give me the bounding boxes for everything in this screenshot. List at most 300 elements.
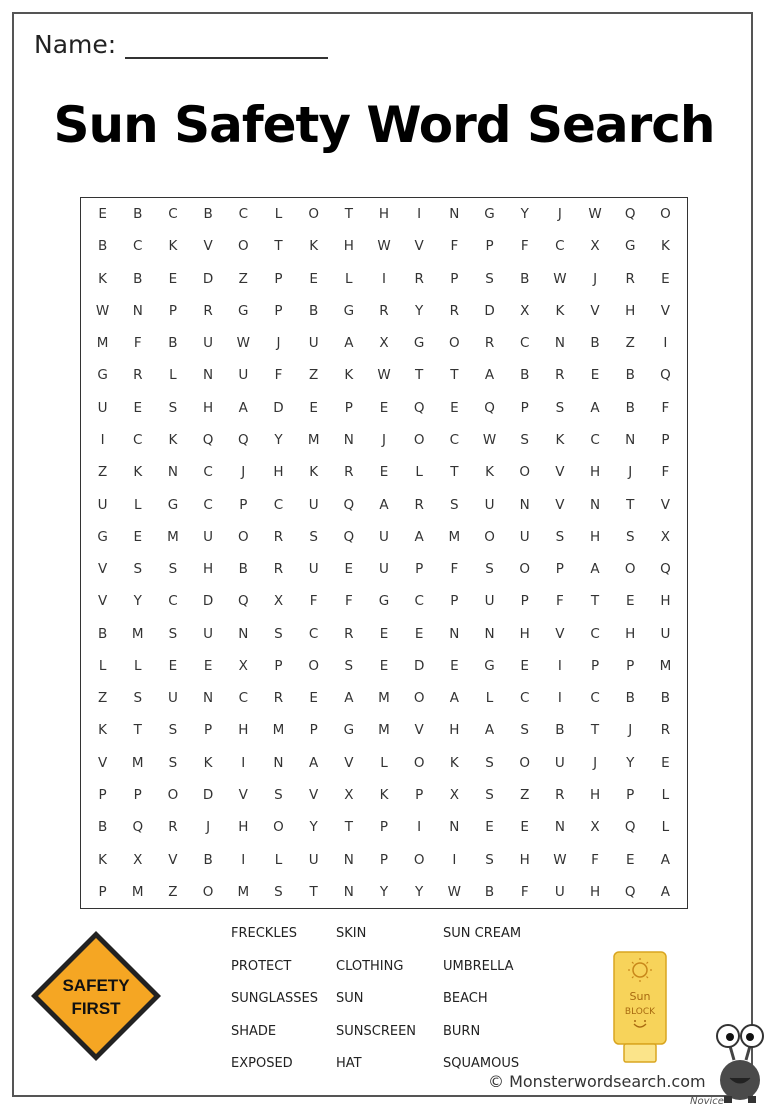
grid-letter[interactable]: P	[379, 819, 389, 836]
grid-letter[interactable]: B	[520, 367, 530, 384]
grid-letter[interactable]: U	[660, 625, 671, 642]
grid-letter[interactable]: B	[555, 722, 565, 739]
grid-letter[interactable]: P	[555, 561, 564, 578]
grid-letter[interactable]: Z	[309, 367, 319, 384]
grid-letter[interactable]: V	[660, 302, 671, 319]
grid-letter[interactable]: B	[203, 851, 213, 868]
grid-letter[interactable]: E	[661, 270, 670, 287]
grid-letter[interactable]: E	[309, 270, 318, 287]
grid-letter[interactable]: B	[484, 883, 495, 900]
grid-letter[interactable]: M	[272, 722, 285, 739]
grid-letter[interactable]: I	[417, 819, 422, 836]
grid-letter[interactable]: J	[593, 754, 598, 771]
grid-letter[interactable]: H	[343, 238, 354, 255]
grid-letter[interactable]: K	[168, 432, 178, 449]
grid-letter[interactable]: P	[133, 787, 142, 804]
grid-letter[interactable]: K	[203, 754, 213, 771]
grid-letter[interactable]: X	[344, 787, 354, 804]
grid-letter[interactable]: Y	[379, 883, 389, 900]
grid-letter[interactable]: G	[378, 593, 390, 610]
grid-letter[interactable]: F	[274, 367, 283, 384]
grid-letter[interactable]: V	[97, 754, 108, 771]
grid-letter[interactable]: S	[485, 270, 494, 287]
grid-letter[interactable]: Z	[97, 464, 108, 481]
grid-letter[interactable]: F	[661, 399, 670, 416]
grid-letter[interactable]: D	[202, 787, 214, 804]
grid-letter[interactable]: X	[238, 657, 248, 674]
grid-letter[interactable]: E	[168, 657, 178, 674]
grid-letter[interactable]: F	[591, 851, 599, 868]
grid-letter[interactable]: A	[414, 528, 424, 545]
grid-letter[interactable]: H	[519, 851, 530, 868]
grid-letter[interactable]: T	[133, 722, 142, 739]
grid-letter[interactable]: H	[238, 819, 249, 836]
grid-letter[interactable]: L	[133, 496, 142, 513]
grid-letter[interactable]: H	[203, 561, 214, 578]
grid-letter[interactable]: I	[452, 851, 457, 868]
grid-letter[interactable]: L	[661, 787, 670, 804]
grid-letter[interactable]: K	[379, 787, 389, 804]
grid-letter[interactable]: O	[624, 561, 636, 578]
grid-letter[interactable]: V	[555, 464, 565, 481]
grid-letter[interactable]: S	[274, 625, 283, 642]
grid-letter[interactable]: N	[449, 819, 460, 836]
grid-letter[interactable]: U	[308, 496, 319, 513]
grid-letter[interactable]: H	[589, 883, 601, 900]
grid-letter[interactable]: B	[309, 302, 319, 319]
grid-letter[interactable]: Y	[520, 206, 529, 223]
grid-letter[interactable]: V	[590, 302, 600, 319]
grid-letter[interactable]: Z	[238, 270, 248, 287]
grid-letter[interactable]: K	[309, 238, 319, 255]
grid-letter[interactable]: F	[450, 561, 459, 578]
grid-letter[interactable]: O	[273, 819, 284, 836]
grid-letter[interactable]: F	[520, 883, 529, 900]
grid-letter[interactable]: U	[203, 528, 214, 545]
grid-letter[interactable]: N	[238, 625, 249, 642]
grid-letter[interactable]: N	[484, 625, 495, 642]
grid-letter[interactable]: P	[415, 787, 424, 804]
grid-letter[interactable]: W	[553, 851, 567, 868]
grid-letter[interactable]: P	[98, 787, 107, 804]
grid-letter[interactable]: F	[520, 238, 529, 255]
grid-letter[interactable]: U	[238, 367, 249, 384]
grid-letter[interactable]: H	[589, 464, 601, 481]
grid-letter[interactable]: P	[626, 657, 635, 674]
grid-letter[interactable]: J	[593, 270, 598, 287]
grid-letter[interactable]: V	[555, 625, 565, 642]
grid-letter[interactable]: Q	[237, 432, 249, 449]
grid-letter[interactable]: H	[589, 528, 601, 545]
grid-letter[interactable]: C	[414, 593, 424, 610]
grid-letter[interactable]: E	[450, 657, 459, 674]
grid-letter[interactable]: R	[449, 302, 460, 319]
grid-letter[interactable]: U	[519, 528, 530, 545]
grid-letter[interactable]: R	[133, 367, 143, 384]
grid-letter[interactable]: G	[97, 367, 108, 384]
grid-letter[interactable]: W	[236, 335, 250, 352]
grid-letter[interactable]: M	[378, 690, 390, 707]
grid-letter[interactable]: O	[519, 561, 531, 578]
grid-letter[interactable]: H	[378, 206, 390, 223]
grid-letter[interactable]: A	[379, 496, 389, 513]
grid-letter[interactable]: C	[133, 238, 143, 255]
grid-letter[interactable]: E	[414, 625, 424, 642]
grid-letter[interactable]: S	[625, 528, 635, 545]
grid-letter[interactable]: N	[554, 819, 565, 836]
grid-letter[interactable]: I	[663, 335, 668, 352]
grid-letter[interactable]: F	[661, 464, 670, 481]
grid-letter[interactable]: E	[309, 399, 318, 416]
grid-letter[interactable]: Y	[415, 302, 424, 319]
grid-letter[interactable]: L	[274, 851, 283, 868]
grid-letter[interactable]: E	[520, 819, 529, 836]
grid-letter[interactable]: U	[308, 335, 319, 352]
grid-letter[interactable]: E	[625, 593, 635, 610]
grid-letter[interactable]: P	[344, 399, 353, 416]
grid-letter[interactable]: B	[133, 270, 143, 287]
grid-letter[interactable]: N	[590, 496, 601, 513]
grid-letter[interactable]: X	[379, 335, 389, 352]
grid-letter[interactable]: O	[484, 528, 495, 545]
grid-letter[interactable]: N	[167, 464, 178, 481]
grid-letter[interactable]: I	[557, 657, 562, 674]
grid-letter[interactable]: A	[309, 754, 319, 771]
grid-letter[interactable]: P	[98, 883, 107, 900]
grid-letter[interactable]: N	[343, 851, 354, 868]
grid-letter[interactable]: A	[449, 690, 459, 707]
grid-letter[interactable]: H	[449, 722, 460, 739]
grid-letter[interactable]: N	[273, 754, 284, 771]
grid-letter[interactable]: J	[276, 335, 281, 352]
grid-letter[interactable]: U	[379, 561, 389, 578]
grid-letter[interactable]: L	[415, 464, 423, 481]
grid-letter[interactable]: X	[590, 238, 600, 255]
grid-letter[interactable]: G	[624, 238, 636, 255]
grid-letter[interactable]: G	[484, 657, 495, 674]
grid-letter[interactable]: S	[168, 754, 178, 771]
grid-letter[interactable]: A	[590, 561, 600, 578]
grid-letter[interactable]: S	[133, 690, 143, 707]
grid-letter[interactable]: R	[273, 690, 284, 707]
grid-letter[interactable]: E	[168, 270, 178, 287]
grid-letter[interactable]: C	[168, 593, 178, 610]
grid-letter[interactable]: E	[625, 851, 635, 868]
grid-letter[interactable]: T	[415, 367, 424, 384]
grid-letter[interactable]: F	[450, 238, 459, 255]
grid-letter[interactable]: O	[660, 206, 671, 223]
grid-letter[interactable]: I	[417, 206, 422, 223]
grid-letter[interactable]: M	[131, 625, 144, 642]
grid-letter[interactable]: N	[343, 432, 354, 449]
grid-letter[interactable]: R	[273, 528, 284, 545]
grid-letter[interactable]: A	[660, 883, 671, 900]
grid-letter[interactable]: O	[202, 883, 214, 900]
grid-letter[interactable]: P	[590, 657, 600, 674]
grid-letter[interactable]: L	[661, 819, 670, 836]
grid-letter[interactable]: R	[273, 561, 284, 578]
grid-letter[interactable]: T	[344, 206, 353, 223]
grid-letter[interactable]: S	[520, 722, 529, 739]
grid-letter[interactable]: H	[625, 625, 636, 642]
grid-letter[interactable]: O	[237, 528, 249, 545]
grid-letter[interactable]: V	[97, 561, 108, 578]
grid-letter[interactable]: T	[344, 819, 353, 836]
grid-letter[interactable]: J	[628, 464, 633, 481]
grid-letter[interactable]: M	[237, 883, 250, 900]
grid-letter[interactable]: U	[97, 399, 108, 416]
grid-letter[interactable]: N	[203, 690, 214, 707]
grid-letter[interactable]: U	[379, 528, 389, 545]
grid-letter[interactable]: U	[484, 593, 495, 610]
grid-letter[interactable]: F	[133, 335, 142, 352]
grid-letter[interactable]: T	[274, 238, 283, 255]
grid-letter[interactable]: C	[590, 432, 600, 449]
grid-letter[interactable]: L	[133, 657, 142, 674]
grid-letter[interactable]: B	[520, 270, 530, 287]
grid-letter[interactable]: X	[660, 528, 671, 545]
grid-letter[interactable]: M	[378, 722, 390, 739]
grid-letter[interactable]: R	[660, 722, 671, 739]
grid-letter[interactable]: D	[202, 593, 214, 610]
grid-letter[interactable]: O	[237, 238, 249, 255]
grid-letter[interactable]: N	[132, 302, 143, 319]
grid-letter[interactable]: E	[379, 657, 389, 674]
grid-letter[interactable]: P	[379, 851, 389, 868]
grid-letter[interactable]: S	[133, 561, 143, 578]
grid-letter[interactable]: Y	[133, 593, 142, 610]
grid-letter[interactable]: K	[555, 432, 565, 449]
grid-letter[interactable]: S	[555, 528, 565, 545]
grid-letter[interactable]: H	[660, 593, 671, 610]
grid-letter[interactable]: R	[414, 270, 424, 287]
grid-letter[interactable]: R	[203, 302, 213, 319]
grid-letter[interactable]: E	[309, 690, 318, 707]
grid-letter[interactable]: O	[167, 787, 179, 804]
grid-letter[interactable]: X	[449, 787, 459, 804]
grid-letter[interactable]: S	[344, 657, 354, 674]
grid-letter[interactable]: Q	[343, 528, 355, 545]
grid-letter[interactable]: K	[485, 464, 494, 481]
grid-letter[interactable]: C	[449, 432, 460, 449]
grid-letter[interactable]: M	[131, 754, 144, 771]
grid-letter[interactable]: U	[484, 496, 495, 513]
grid-letter[interactable]: X	[590, 819, 600, 836]
grid-letter[interactable]: D	[202, 270, 214, 287]
grid-letter[interactable]: S	[168, 561, 178, 578]
grid-letter[interactable]: J	[557, 206, 562, 223]
grid-letter[interactable]: S	[168, 722, 178, 739]
grid-letter[interactable]: E	[133, 399, 143, 416]
grid-letter[interactable]: E	[661, 754, 670, 771]
grid-letter[interactable]: H	[238, 722, 249, 739]
grid-letter[interactable]: R	[484, 335, 495, 352]
grid-letter[interactable]: P	[204, 722, 213, 739]
grid-letter[interactable]: C	[308, 625, 319, 642]
grid-letter[interactable]: O	[449, 335, 460, 352]
grid-letter[interactable]: B	[625, 367, 635, 384]
grid-letter[interactable]: D	[413, 657, 425, 674]
grid-letter[interactable]: R	[625, 270, 635, 287]
grid-letter[interactable]: E	[450, 399, 459, 416]
grid-letter[interactable]: V	[414, 238, 424, 255]
grid-letter[interactable]: B	[97, 238, 108, 255]
grid-letter[interactable]: I	[241, 754, 246, 771]
grid-letter[interactable]: K	[660, 238, 670, 255]
grid-letter[interactable]: G	[238, 302, 249, 319]
grid-letter[interactable]: A	[344, 335, 354, 352]
grid-letter[interactable]: S	[485, 851, 494, 868]
grid-letter[interactable]: Q	[624, 883, 636, 900]
grid-letter[interactable]: O	[413, 690, 425, 707]
grid-letter[interactable]: A	[484, 722, 495, 739]
grid-letter[interactable]: Y	[415, 883, 424, 900]
grid-letter[interactable]: Z	[625, 335, 635, 352]
grid-letter[interactable]: U	[308, 851, 319, 868]
grid-letter[interactable]: K	[555, 302, 565, 319]
grid-letter[interactable]: J	[382, 432, 386, 449]
grid-letter[interactable]: V	[238, 787, 248, 804]
grid-letter[interactable]: B	[133, 206, 143, 223]
grid-letter[interactable]: L	[345, 270, 353, 287]
grid-letter[interactable]: J	[628, 722, 633, 739]
grid-letter[interactable]: K	[309, 464, 319, 481]
grid-letter[interactable]: P	[450, 593, 459, 610]
grid-letter[interactable]: X	[520, 302, 530, 319]
grid-letter[interactable]: G	[343, 302, 355, 319]
grid-letter[interactable]: W	[377, 367, 391, 384]
grid-letter[interactable]: S	[309, 528, 318, 545]
grid-letter[interactable]: T	[309, 883, 318, 900]
grid-letter[interactable]: Q	[343, 496, 355, 513]
grid-letter[interactable]: S	[168, 625, 178, 642]
grid-letter[interactable]: R	[344, 625, 354, 642]
grid-letter[interactable]: C	[203, 464, 213, 481]
grid-letter[interactable]: Z	[520, 787, 530, 804]
grid-letter[interactable]: C	[590, 625, 600, 642]
grid-letter[interactable]: E	[590, 367, 600, 384]
grid-letter[interactable]: K	[168, 238, 178, 255]
grid-letter[interactable]: M	[307, 432, 320, 449]
grid-letter[interactable]: W	[95, 302, 110, 319]
grid-letter[interactable]: E	[485, 819, 494, 836]
grid-letter[interactable]: Z	[168, 883, 178, 900]
grid-letter[interactable]: R	[555, 787, 565, 804]
grid-letter[interactable]: U	[203, 625, 214, 642]
grid-letter[interactable]: O	[413, 754, 425, 771]
grid-letter[interactable]: V	[555, 496, 565, 513]
grid-letter[interactable]: E	[379, 464, 389, 481]
grid-letter[interactable]: L	[169, 367, 177, 384]
grid-letter[interactable]: W	[377, 238, 391, 255]
grid-letter[interactable]: V	[660, 496, 671, 513]
grid-letter[interactable]: X	[273, 593, 284, 610]
grid-letter[interactable]: W	[588, 206, 602, 223]
grid-letter[interactable]: B	[203, 206, 213, 223]
grid-letter[interactable]: B	[660, 690, 671, 707]
grid-letter[interactable]: Q	[413, 399, 425, 416]
grid-letter[interactable]: R	[555, 367, 565, 384]
grid-letter[interactable]: G	[484, 206, 495, 223]
grid-letter[interactable]: Q	[202, 432, 214, 449]
grid-letter[interactable]: F	[309, 593, 318, 610]
grid-letter[interactable]: P	[520, 593, 529, 610]
grid-letter[interactable]: C	[590, 690, 600, 707]
grid-letter[interactable]: Y	[274, 432, 283, 449]
grid-letter[interactable]: Q	[624, 206, 636, 223]
grid-letter[interactable]: N	[203, 367, 214, 384]
grid-letter[interactable]: I	[241, 851, 246, 868]
grid-letter[interactable]: C	[133, 432, 143, 449]
grid-letter[interactable]: G	[413, 335, 425, 352]
grid-letter[interactable]: A	[660, 851, 671, 868]
grid-letter[interactable]: W	[447, 883, 462, 900]
grid-letter[interactable]: I	[382, 270, 386, 287]
grid-letter[interactable]: N	[449, 625, 460, 642]
grid-letter[interactable]: O	[413, 851, 425, 868]
grid-letter[interactable]: F	[344, 593, 353, 610]
grid-letter[interactable]: S	[485, 561, 494, 578]
grid-letter[interactable]: C	[203, 496, 213, 513]
grid-letter[interactable]: G	[167, 496, 179, 513]
grid-letter[interactable]: R	[344, 464, 354, 481]
grid-letter[interactable]: T	[626, 496, 635, 513]
grid-letter[interactable]: Q	[624, 819, 636, 836]
grid-letter[interactable]: P	[274, 657, 283, 674]
grid-letter[interactable]: D	[273, 399, 284, 416]
grid-letter[interactable]: P	[450, 270, 459, 287]
grid-letter[interactable]: Y	[309, 819, 318, 836]
grid-letter[interactable]: S	[274, 883, 283, 900]
grid-letter[interactable]: P	[485, 238, 494, 255]
grid-letter[interactable]: B	[97, 625, 108, 642]
grid-letter[interactable]: L	[98, 657, 107, 674]
grid-letter[interactable]: L	[274, 206, 283, 223]
grid-letter[interactable]: U	[167, 690, 178, 707]
grid-letter[interactable]: K	[98, 270, 108, 287]
grid-letter[interactable]: E	[520, 657, 529, 674]
grid-letter[interactable]: Z	[97, 690, 108, 707]
grid-letter[interactable]: Q	[660, 367, 671, 384]
grid-letter[interactable]: B	[590, 335, 600, 352]
grid-letter[interactable]: E	[203, 657, 213, 674]
grid-letter[interactable]: U	[97, 496, 108, 513]
grid-letter[interactable]: B	[97, 819, 108, 836]
grid-letter[interactable]: M	[448, 528, 461, 545]
grid-letter[interactable]: O	[519, 754, 531, 771]
grid-letter[interactable]: V	[203, 238, 213, 255]
grid-letter[interactable]: M	[659, 657, 672, 674]
grid-letter[interactable]: R	[168, 819, 178, 836]
grid-letter[interactable]: S	[274, 787, 283, 804]
grid-letter[interactable]: U	[554, 754, 565, 771]
grid-letter[interactable]: H	[519, 625, 530, 642]
grid-letter[interactable]: P	[239, 496, 248, 513]
grid-letter[interactable]: G	[97, 528, 108, 545]
grid-letter[interactable]: O	[413, 432, 425, 449]
grid-letter[interactable]: B	[625, 690, 635, 707]
grid-letter[interactable]: J	[206, 819, 211, 836]
grid-letter[interactable]: V	[309, 787, 319, 804]
grid-letter[interactable]: T	[450, 464, 459, 481]
grid-letter[interactable]: Y	[626, 754, 635, 771]
grid-letter[interactable]: S	[555, 399, 565, 416]
grid-letter[interactable]: B	[168, 335, 178, 352]
grid-letter[interactable]: V	[168, 851, 178, 868]
grid-letter[interactable]: S	[520, 432, 529, 449]
grid-letter[interactable]: P	[661, 432, 670, 449]
grid-letter[interactable]: T	[590, 722, 600, 739]
